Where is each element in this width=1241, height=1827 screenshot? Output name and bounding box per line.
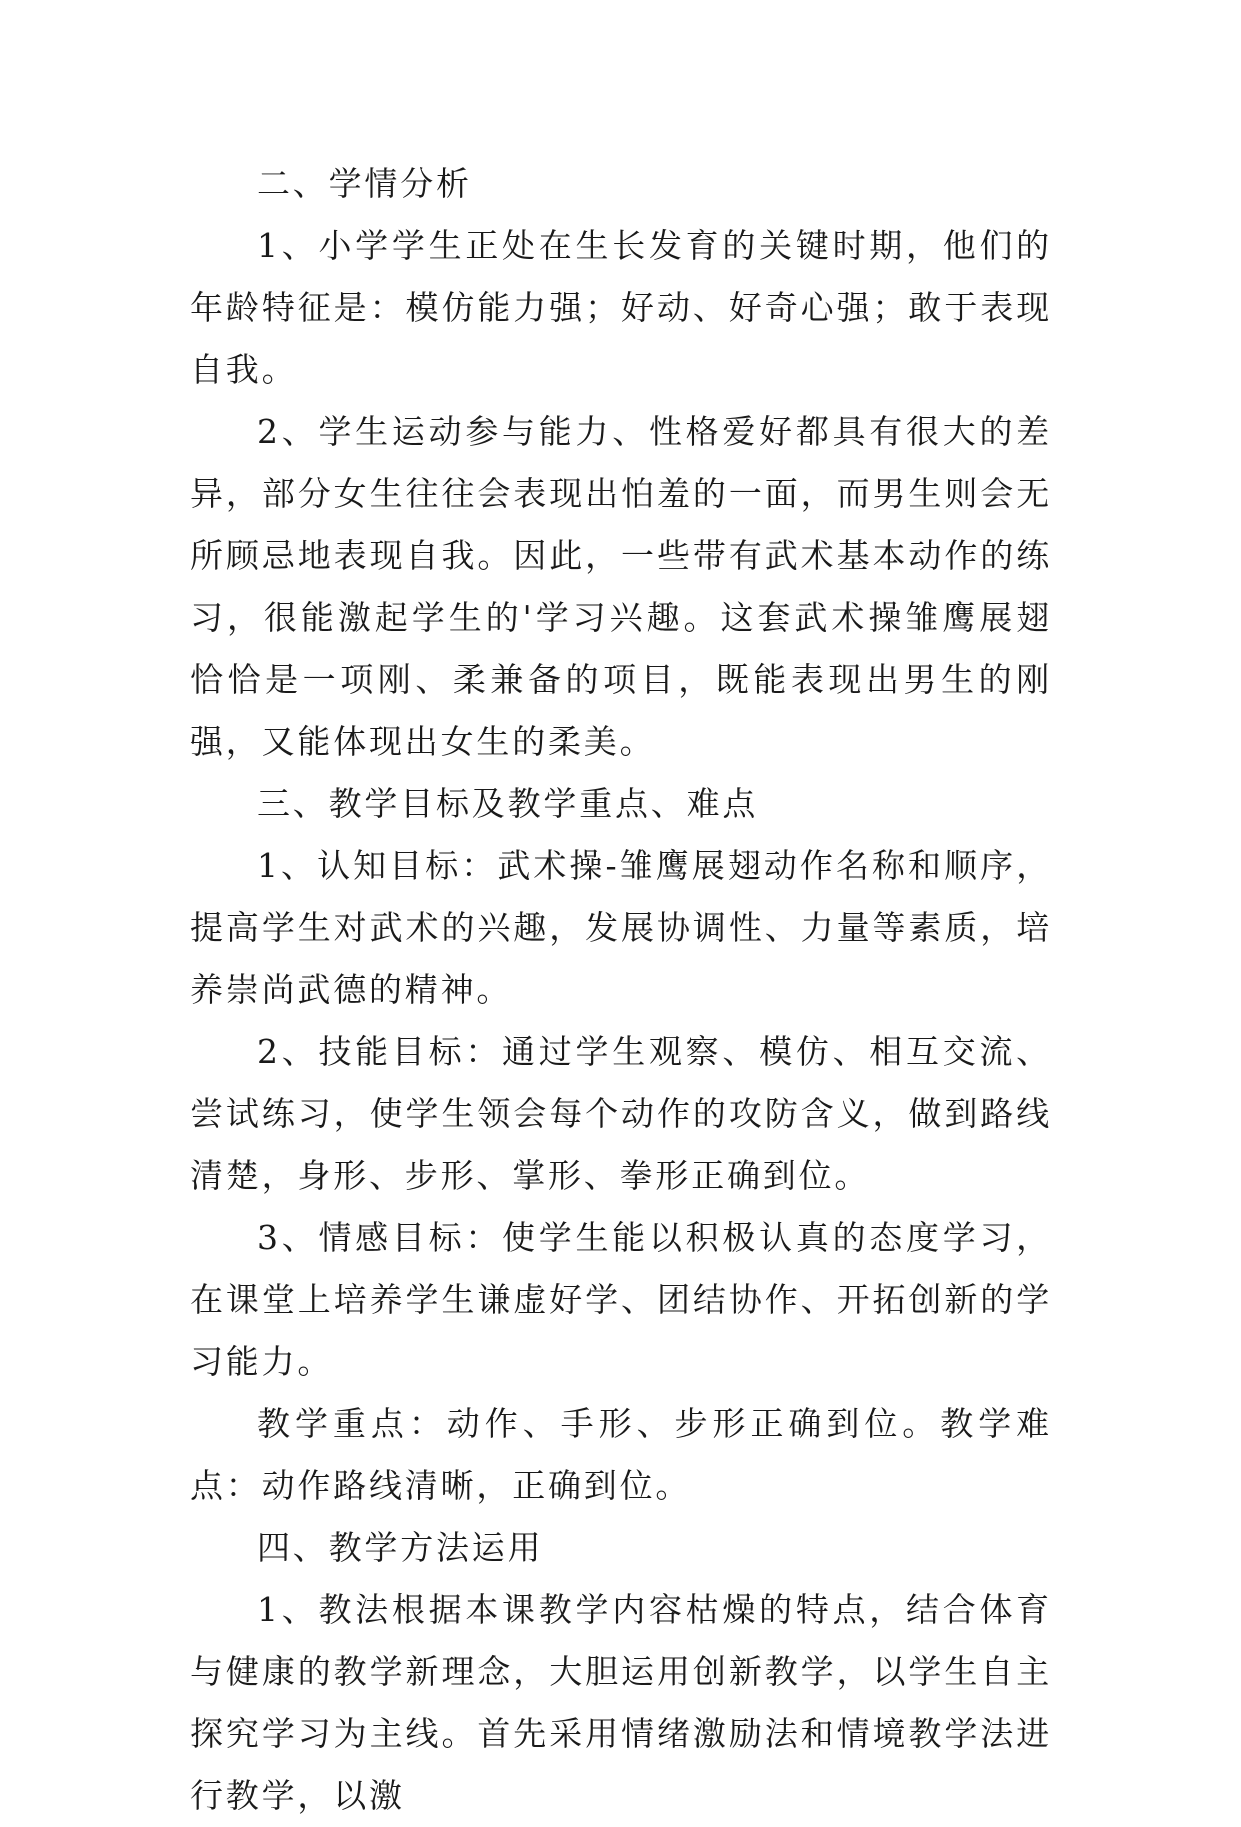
paragraph-student-differences: 2、学生运动参与能力、性格爱好都具有很大的差异，部分女生往往会表现出怕羞的一面，而男生则会无所顾忌地表现自我。因此，一些带有武术基本动作的练习，很能激起学生的'学习兴趣。这套武术操雏鹰展翅恰恰是一项刚、柔兼备的项目，既能表现出男生的刚强，又能体现出女生的柔美。 — [190, 412, 1052, 761]
section-heading-teaching-goals: 三、教学目标及教学重点、难点 — [257, 784, 759, 823]
paragraph-key-points: 教学重点：动作、手形、步形正确到位。教学难点：动作路线清晰，正确到位。 — [190, 1404, 1052, 1505]
document-body — [190, 153, 1052, 1827]
paragraph-skill-goal: 2、技能目标：通过学生观察、模仿、相互交流、尝试练习，使学生领会每个动作的攻防含义，做到路线清楚，身形、步形、掌形、拳形正确到位。 — [190, 1032, 1052, 1195]
paragraph-emotional-goal: 3、情感目标：使学生能以积极认真的态度学习，在课堂上培养学生谦虚好学、团结协作、开拓创新的学习能力。 — [190, 1218, 1052, 1381]
section-heading-teaching-methods: 四、教学方法运用 — [257, 1528, 544, 1567]
section-heading-student-analysis: 二、学情分析 — [257, 164, 472, 203]
paragraph-student-characteristics: 1、小学学生正处在生长发育的关键时期，他们的年龄特征是：模仿能力强；好动、好奇心强；敢于表现自我。 — [190, 226, 1052, 389]
paragraph-cognitive-goal: 1、认知目标：武术操-雏鹰展翅动作名称和顺序，提高学生对武术的兴趣，发展协调性、力量等素质，培养崇尚武德的精神。 — [190, 846, 1052, 1009]
paragraph-teaching-method: 1、教法根据本课教学内容枯燥的特点，结合体育与健康的教学新理念，大胆运用创新教学，以学生自主探究学习为主线。首先采用情绪激励法和情境教学法进行教学，以激 — [190, 1590, 1052, 1815]
